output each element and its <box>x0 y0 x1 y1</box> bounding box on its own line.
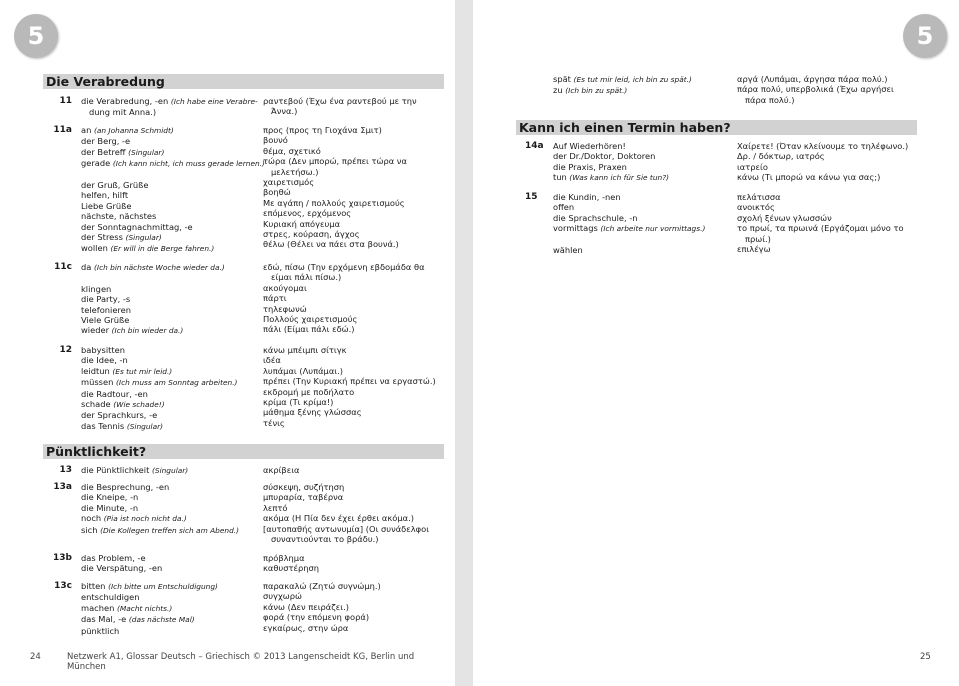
german-term: der Stress (Singular) <box>81 232 162 243</box>
greek-column <box>263 262 445 335</box>
greek-translation: επιλέγω <box>737 244 771 255</box>
german-term: das Mal, -e (das nächste Mal) <box>81 614 195 625</box>
greek-translation: λυπάμαι (Λυπάμαι.) <box>263 365 343 376</box>
greek-translation: πρωί.) <box>745 233 771 244</box>
german-term <box>81 170 259 180</box>
greek-translation: επόμενος, ερχόμενος <box>263 208 352 219</box>
greek-translation: Με αγάπη / πολλούς χαιρετισμούς <box>263 197 405 208</box>
german-term: vormittags (Ich arbeite nur vormittags.) <box>553 223 706 234</box>
page-number: 25 <box>920 652 931 662</box>
german-term: nächste, nächstes <box>81 211 157 222</box>
german-term: an (an Johanna Schmidt) <box>81 125 174 135</box>
german-column <box>81 465 259 476</box>
german-term: babysitten <box>81 345 126 355</box>
german-term: die Kundin, -nen <box>553 192 621 202</box>
german-column <box>553 74 733 97</box>
german-term: die Praxis, Praxen <box>553 161 627 172</box>
greek-translation: ιδέα <box>263 355 281 366</box>
greek-column <box>263 553 445 574</box>
german-column <box>81 581 259 636</box>
greek-translation: πάρα πολύ, υπερβολικά (Έχω αργήσει <box>737 84 894 95</box>
exercise-number: 11a <box>53 125 72 135</box>
german-column <box>553 192 733 255</box>
greek-column <box>263 581 445 633</box>
german-term: die Verabredung, -en (Ich habe eine Verabre- <box>81 96 258 106</box>
german-term: telefonieren <box>81 304 132 315</box>
german-term: wieder (Ich bin wieder da.) <box>81 325 184 336</box>
german-column <box>81 553 259 574</box>
german-term: klingen <box>81 283 112 294</box>
german-term: schade (Wie schade!) <box>81 399 165 410</box>
german-term: die Radtour, -en <box>81 388 148 399</box>
german-column <box>81 345 259 432</box>
left-page <box>0 0 455 686</box>
greek-translation: χαιρετισμός <box>263 177 315 188</box>
greek-translation: ιατρείο <box>737 161 768 172</box>
greek-translation: συναντιούνται το βράδυ.) <box>271 534 379 545</box>
greek-translation: προς (προς τη Γιοχάνα Σμιτ) <box>263 125 382 135</box>
greek-translation: κάνω (Τι μπορώ να κάνω για σας;) <box>737 172 881 183</box>
german-term: tun (Was kann ich für Sie tun?) <box>553 172 670 183</box>
german-term <box>553 235 733 245</box>
german-column <box>81 262 259 337</box>
exercise-number: 12 <box>59 345 72 355</box>
german-term: das Tennis (Singular) <box>81 420 164 431</box>
german-term: die Besprechung, -en <box>81 482 170 492</box>
greek-translation: κρίμα (Τι κρίμα!) <box>263 397 334 408</box>
greek-translation: ακόμα (Η Πία δεν έχει έρθει ακόμα.) <box>263 513 414 524</box>
german-term <box>81 273 259 283</box>
greek-translation: Δρ. / δόκτωρ, ιατρός <box>737 151 825 162</box>
greek-column <box>737 141 917 183</box>
german-term: leidtun (Es tut mir leid.) <box>81 365 173 376</box>
german-term: die Pünktlichkeit (Singular) <box>81 465 189 475</box>
exercise-number: 15 <box>525 192 538 202</box>
greek-translation: ανοικτός <box>737 202 775 213</box>
german-term: Viele Grüße <box>81 315 130 326</box>
german-term: das Problem, -e <box>81 553 146 563</box>
german-term: der Betreff (Singular) <box>81 146 165 157</box>
german-term: die Idee, -n <box>81 355 128 366</box>
exercise-number: 11 <box>59 96 72 106</box>
german-term: da (Ich bin nächste Woche wieder da.) <box>81 262 225 272</box>
greek-translation: Κυριακή απόγευμα <box>263 218 341 229</box>
german-column <box>81 125 265 255</box>
greek-translation: παρακαλώ (Ζητώ συγνώμη.) <box>263 581 381 591</box>
german-term: wählen <box>553 245 583 256</box>
german-term: müssen (Ich muss am Sonntag arbeiten.) <box>81 377 238 388</box>
greek-translation: πάρα πολύ.) <box>745 94 795 105</box>
greek-column <box>263 465 445 475</box>
chapter-tab: 5 <box>14 14 58 58</box>
greek-translation: λεπτό <box>263 502 288 513</box>
german-term: die Minute, -n <box>81 502 139 513</box>
german-term: pünktlich <box>81 625 120 636</box>
greek-column <box>737 192 917 254</box>
greek-column <box>263 96 445 117</box>
german-term: der Dr./Doktor, Doktoren <box>553 151 656 162</box>
greek-translation: βοηθώ <box>263 187 291 198</box>
greek-translation: βουνό <box>263 135 288 146</box>
german-term: der Sonntagnachmittag, -e <box>81 221 193 232</box>
greek-translation: φορά (την επόμενη φορά) <box>263 612 370 623</box>
greek-translation: εδώ, πίσω (Την ερχόμενη εβδομάδα θα <box>263 262 425 272</box>
greek-column <box>263 345 445 428</box>
section-heading: Die Verabredung <box>43 74 444 89</box>
greek-translation: ακούγομαι <box>263 282 307 293</box>
german-term: spät (Es tut mir leid, ich bin zu spät.) <box>553 74 692 84</box>
german-column <box>81 96 259 118</box>
greek-translation: τένις <box>263 417 285 428</box>
exercise-number: 13a <box>53 482 72 492</box>
greek-column <box>263 125 445 250</box>
greek-translation: κάνω μπέιμπι σίτιγκ <box>263 345 347 355</box>
german-term: zu (Ich bin zu spät.) <box>553 85 628 96</box>
greek-translation: τώρα (Δεν μπορώ, πρέπει τώρα να <box>263 156 407 167</box>
german-term: der Berg, -e <box>81 136 131 147</box>
greek-translation: συγχωρώ <box>263 591 302 602</box>
section-heading: Kann ich einen Termin haben? <box>516 120 917 135</box>
exercise-number: 13 <box>59 465 72 475</box>
german-term: die Kneipe, -n <box>81 492 139 503</box>
greek-translation: είμαι πάλι πίσω.) <box>271 272 342 283</box>
greek-translation: [αυτοπαθής αντωνυμία] (Οι συνάδελφοι <box>263 523 429 534</box>
exercise-number: 11c <box>54 262 72 272</box>
greek-translation: πρέπει (Την Κυριακή πρέπει να εργαστώ.) <box>263 376 436 387</box>
german-term: sich (Die Kollegen treffen sich am Abend.) <box>81 524 240 535</box>
greek-translation: πάρτι <box>263 293 287 304</box>
german-term: bitten (Ich bitte um Entschuldigung) <box>81 581 218 591</box>
german-term: offen <box>553 202 575 213</box>
greek-translation: ραντεβού (Έχω ένα ραντεβού με την <box>263 96 417 106</box>
greek-translation: μάθημα ξένης γλώσσας <box>263 407 362 418</box>
right-page <box>473 0 959 686</box>
greek-translation: πάλι (Είμαι πάλι εδώ.) <box>263 324 355 335</box>
german-term: helfen, hilft <box>81 190 129 201</box>
german-term: der Sprachkurs, -e <box>81 410 158 421</box>
greek-translation: σύσκεψη, συζήτηση <box>263 482 345 492</box>
chapter-tab: 5 <box>903 14 947 58</box>
greek-translation: τηλεφωνώ <box>263 303 307 314</box>
german-term: entschuldigen <box>81 592 140 603</box>
section-heading: Pünktlichkeit? <box>43 444 444 459</box>
greek-translation: το πρωί, τα πρωινά (Εργάζομαι μόνο το <box>737 223 904 234</box>
german-term: machen (Macht nichts.) <box>81 602 173 613</box>
greek-translation: σχολή ξένων γλωσσών <box>737 212 832 223</box>
german-term: Auf Wiederhören! <box>553 141 626 151</box>
german-term: wollen (Er will in die Berge fahren.) <box>81 243 215 254</box>
footer-copyright: Netzwerk A1, Glossar Deutsch – Griechisch © 2013 Langenscheidt KG, Berlin und München <box>67 652 415 672</box>
greek-translation: εγκαίρως, στην ώρα <box>263 622 349 633</box>
german-column <box>81 482 259 536</box>
german-term: die Party, -s <box>81 294 131 305</box>
greek-translation: μελετήσω.) <box>271 166 319 177</box>
greek-translation: θέμα, σχετικό <box>263 145 321 156</box>
greek-translation: στρες, κούραση, άγχος <box>263 229 360 240</box>
exercise-number: 14a <box>525 141 544 151</box>
german-term: der Gruß, Grüße <box>81 180 149 191</box>
greek-translation: αργά (Λυπάμαι, άργησα πάρα πολύ.) <box>737 74 888 84</box>
german-term: noch (Pia ist noch nicht da.) <box>81 513 187 524</box>
german-column <box>553 141 733 184</box>
greek-translation: πελάτισσα <box>737 192 781 202</box>
german-term: gerade (Ich kann nicht, ich muss gerade lernen.) <box>81 158 265 169</box>
exercise-number: 13b <box>53 553 72 563</box>
greek-translation: εκδρομή με ποδήλατο <box>263 386 355 397</box>
german-term: Liebe Grüße <box>81 200 132 211</box>
greek-translation: κάνω (Δεν πειράζει.) <box>263 601 349 612</box>
greek-translation: Πολλούς χαιρετισμούς <box>263 314 358 325</box>
greek-translation: πρόβλημα <box>263 553 305 563</box>
greek-translation: Άννα.) <box>271 106 298 117</box>
exercise-number: 13c <box>54 581 72 591</box>
greek-column <box>737 74 917 105</box>
greek-translation: θέλω (Θέλει να πάει στα βουνά.) <box>263 239 399 250</box>
german-term: die Sprachschule, -n <box>553 212 638 223</box>
greek-column <box>263 482 445 544</box>
page-gutter <box>455 0 473 686</box>
greek-translation: μπυραρία, ταβέρνα <box>263 492 344 503</box>
greek-translation: καθυστέρηση <box>263 563 320 574</box>
german-term: die Verspätung, -en <box>81 563 163 574</box>
greek-translation: ακρίβεια <box>263 465 300 475</box>
german-term: dung mit Anna.) <box>89 107 157 118</box>
page-number: 24 <box>30 652 41 662</box>
greek-translation: Χαίρετε! (Όταν κλείνουμε το τηλέφωνο.) <box>737 141 909 151</box>
